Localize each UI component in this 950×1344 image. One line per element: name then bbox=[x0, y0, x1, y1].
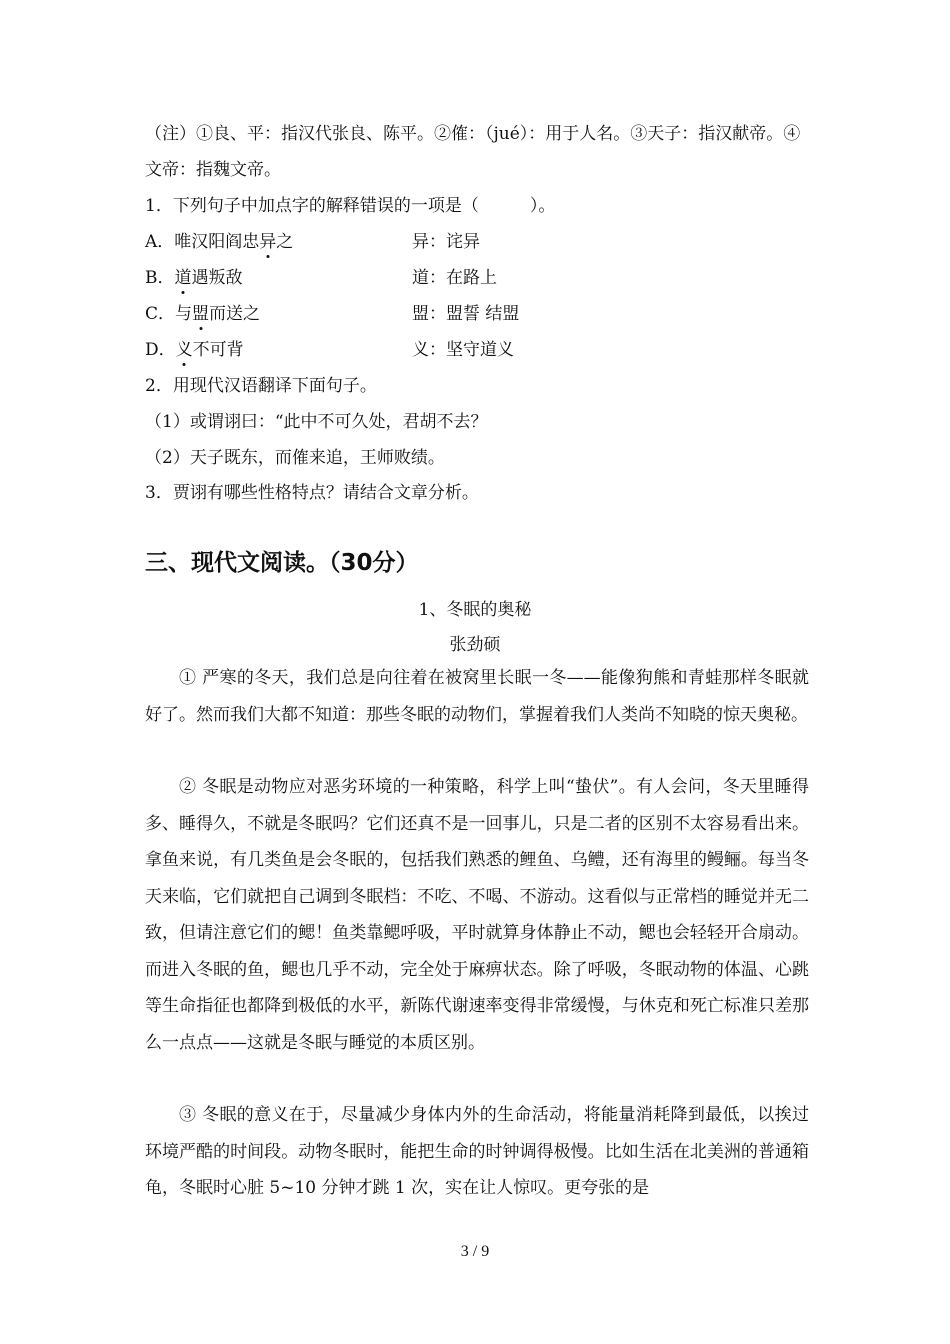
question-2-sentence-1: （1）或谓诩曰：“此中不可久处，君胡不去？ bbox=[145, 412, 488, 432]
note-line-1: （注）①良、平：指汉代张良、陈平。②傕：（jué）：用于人名。③天子：指汉献帝。④ bbox=[145, 124, 801, 144]
article-paragraph-2: ② 冬眠是动物应对恶劣环境的一种策略，科学上叫“蛰伏”。有人会问，冬天里睡得多、睡得久，不就是冬眠吗？它们还真不是一回事儿，只是二者的区别不太容易看出来。拿鱼来说，有几类鱼是会冬眠的，包括我们熟悉的鲤鱼、乌鳢，还有海里的鳗鲡。每当冬天来临，它们就把自己调到冬眠档：不吃、不喝、不游动。这看似与正常档的睡觉并无二致，但请注意它们的鳃！鱼类靠鳃呼吸，平时就算身体静止不动，鳃也会轻轻开合扇动。而进入冬眠的鱼，鳃也几乎不动，完全处于麻痹状态。除了呼吸，冬眠动物的体温、心跳等生命指征也都降到极低的水平，新陈代谢速率变得非常缓慢，与休克和死亡标准只差那么一点点——这就是冬眠与睡觉的本质区别。 bbox=[145, 777, 809, 1053]
option-rest: 而送之 bbox=[209, 304, 261, 324]
article-paragraph-1: ① 严寒的冬天，我们总是向往着在被窝里长眠一冬——能像狗熊和青蛙那样冬眠就好了。然而我们大都不知道：那些冬眠的动物们，掌握着我们人类尚不知晓的惊天奥秘。 bbox=[145, 668, 809, 725]
dotted-character: 盟 bbox=[192, 304, 210, 324]
option-rest: 遇叛敌 bbox=[191, 268, 243, 288]
article-paragraph-3: ③ 冬眠的意义在于，尽量减少身体内外的生命活动，将能量消耗降到最低，以挨过环境严酷的时间段。动物冬眠时，能把生命的时钟调得极慢。比如生活在北美洲的普通箱龟，冬眠时心脏 5~10 分钟才跳 1 次，实在让人惊叹。更夸张的是 bbox=[145, 1105, 809, 1198]
dotted-character: 道 bbox=[174, 268, 192, 288]
option-d bbox=[145, 338, 514, 362]
option-b bbox=[145, 266, 497, 290]
option-definition: 盟：盟誓 结盟 bbox=[412, 304, 520, 324]
option-definition: 义：坚守道义 bbox=[412, 340, 514, 360]
option-definition: 异：诧异 bbox=[412, 232, 480, 252]
option-rest: 之 bbox=[276, 232, 294, 252]
option-label: B． bbox=[145, 268, 175, 288]
option-a bbox=[145, 230, 480, 254]
question-2-stem: 2．用现代汉语翻译下面句子。 bbox=[145, 376, 377, 396]
article-title: 1、冬眠的奥秘 bbox=[418, 600, 532, 620]
note-line-2: 文帝：指魏文帝。 bbox=[145, 160, 281, 180]
option-label: C．与 bbox=[145, 304, 193, 324]
article-author: 张劲硕 bbox=[449, 635, 501, 655]
page-number: 3 / 9 bbox=[460, 1243, 490, 1260]
option-c bbox=[145, 302, 520, 326]
section-heading: 三、现代文阅读。（30分） bbox=[145, 550, 419, 576]
dotted-character: 异 bbox=[259, 232, 277, 252]
question-2-sentence-2: （2）天子既东，而傕来追，王师败绩。 bbox=[145, 448, 445, 468]
question-1-stem: 1．下列句子中加点字的解释错误的一项是（ ）。 bbox=[145, 196, 556, 216]
question-3-stem: 3．贾诩有哪些性格特点？请结合文章分析。 bbox=[145, 483, 479, 503]
option-label: A．唯汉阳阎忠 bbox=[145, 232, 260, 252]
option-definition: 道：在路上 bbox=[412, 268, 497, 288]
option-label: D． bbox=[145, 340, 176, 360]
option-rest: 不可背 bbox=[192, 340, 244, 360]
dotted-character: 义 bbox=[175, 340, 193, 360]
